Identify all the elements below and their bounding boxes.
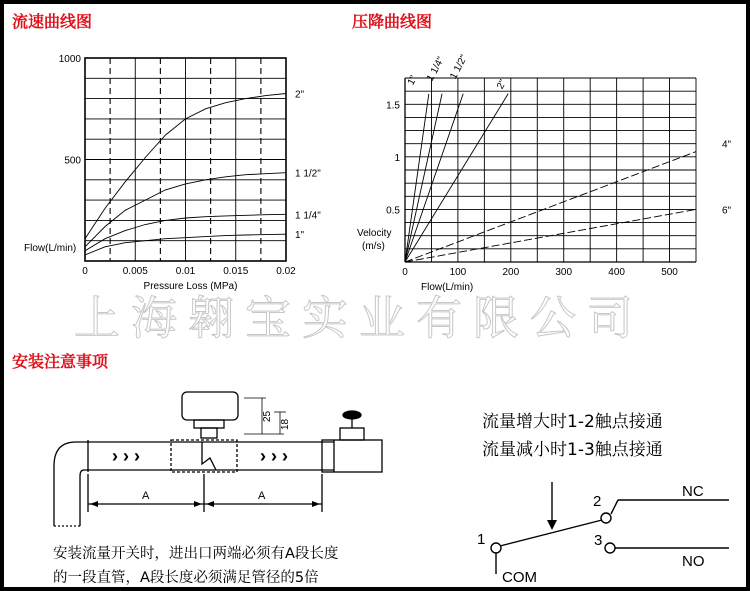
series-label: 1 1/2" [448, 53, 470, 82]
terminal-1 [491, 543, 501, 553]
terminal-3-label: 3 [594, 532, 603, 549]
x-tick-label: 300 [555, 267, 573, 278]
y-tick-label: 1 [394, 152, 400, 164]
install-note [53, 542, 338, 587]
x-tick-label: 500 [661, 267, 678, 278]
flow-arrows-right: › › › [260, 446, 288, 466]
tee-fitting [171, 440, 237, 472]
terminal-2 [601, 513, 611, 523]
velocity-line [405, 94, 442, 262]
nc-label: NC [682, 483, 704, 500]
x-tick-label: 400 [608, 267, 625, 278]
series-label: 1 1/2" [295, 168, 321, 180]
dimension-a-right: A [258, 490, 266, 502]
dimension-25: 25 [262, 410, 273, 422]
y-tick-label: 0.5 [386, 205, 400, 217]
dimension-18: 18 [280, 418, 291, 430]
y-axis-label: Velocity [357, 228, 392, 239]
y-axis-label-unit: (m/s) [362, 241, 385, 252]
series-label: 2" [495, 77, 510, 92]
velocity-line [405, 94, 463, 262]
install-note-line2: 的一段直管，A段长度必须满足管径的5倍 [53, 570, 319, 586]
valve-handle [343, 411, 361, 419]
y-tick-label: 1000 [58, 54, 81, 65]
x-tick-label: 0 [82, 266, 88, 277]
dimension-a-left: A [142, 490, 150, 502]
x-tick-label: 0.02 [276, 266, 296, 277]
y-axis-label: Flow(L/min) [24, 243, 77, 254]
terminal-2-label: 2 [593, 493, 602, 510]
flow-curve-title: 流速曲线图 [12, 12, 93, 31]
x-tick-label: 0.015 [223, 266, 249, 277]
terminal-3 [605, 543, 615, 553]
contact-diagram [444, 474, 746, 587]
x-tick-label: 0.01 [175, 266, 196, 277]
pressure-drop-chart [4, 4, 746, 304]
series-label: 1 1/4" [295, 210, 321, 222]
x-tick-label: 200 [502, 267, 520, 278]
install-note-line1: 安装流量开关时，进出口两端必须有A段长度 [53, 546, 339, 562]
no-label: NO [682, 553, 705, 570]
content-panel [4, 4, 746, 587]
series-label: 4" [722, 139, 732, 151]
y-tick-label: 500 [64, 155, 81, 167]
company-watermark: 上海翱宝实业有限公司 [74, 291, 644, 345]
pipe-elbow [54, 442, 88, 526]
series-label: 2" [295, 89, 305, 101]
series-label: 1" [295, 230, 305, 242]
x-tick-label: 0 [402, 267, 408, 278]
flow-arrows-left: › › › [112, 446, 140, 466]
series-label: 6" [722, 205, 732, 217]
valve-body [322, 440, 382, 472]
install-notes-title: 安装注意事项 [12, 352, 109, 371]
velocity-line [405, 152, 696, 262]
series-label: 1 1/4" [424, 55, 447, 84]
x-tick-label: 0.005 [122, 266, 148, 277]
x-axis-label: Pressure Loss (MPa) [143, 281, 238, 292]
switch-text-line2: 流量减小时1-3触点接通 [482, 440, 663, 460]
series-label: 1" [405, 73, 420, 88]
velocity-line [405, 94, 429, 262]
pressure-curve-title: 压降曲线图 [352, 12, 433, 31]
installation-diagram [4, 374, 444, 539]
x-axis-label: Flow(L/min) [421, 282, 474, 293]
switch-text-line1: 流量增大时1-2触点接通 [482, 412, 663, 432]
flow-switch-body [182, 392, 238, 420]
com-label: COM [502, 569, 537, 586]
y-tick-label: 1.5 [386, 100, 400, 112]
x-tick-label: 100 [449, 267, 467, 278]
switch-description [482, 408, 663, 464]
terminal-1-label: 1 [477, 531, 486, 548]
velocity-line [405, 94, 508, 262]
